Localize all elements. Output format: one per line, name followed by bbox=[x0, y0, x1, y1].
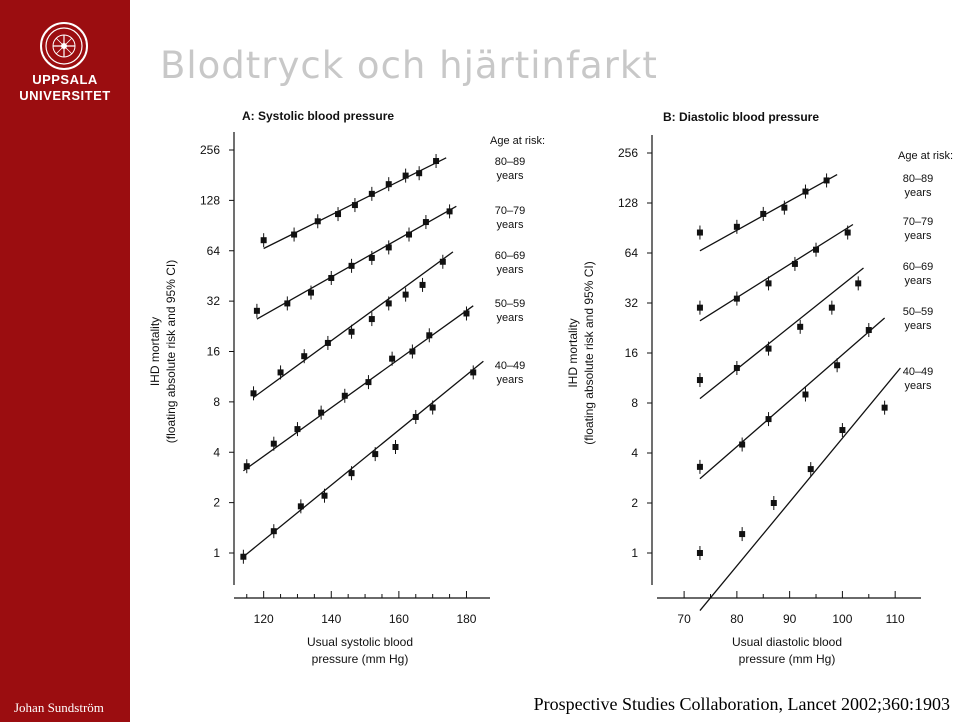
panel-b-data-point bbox=[697, 305, 703, 311]
panel-a-data-point bbox=[369, 255, 375, 261]
panel-a-x-tick-label: 180 bbox=[456, 612, 477, 626]
panel-b-legend-title: Age at risk: bbox=[898, 150, 954, 162]
panel-b-legend-age-range: 50–59 bbox=[902, 306, 934, 318]
panel-b-data-point bbox=[771, 500, 777, 506]
panel-b-y-tick-label: 128 bbox=[617, 196, 638, 210]
panel-a-data-point bbox=[372, 451, 378, 457]
panel-a-y-axis-label: IHD mortality bbox=[148, 316, 162, 387]
panel-b-fit-line bbox=[700, 318, 885, 479]
panel-b-data-point bbox=[829, 305, 835, 311]
panel-b-data-point bbox=[766, 346, 772, 352]
panel-a-data-point bbox=[318, 410, 324, 416]
panel-a-legend-years-label: years bbox=[496, 170, 524, 182]
panel-a-legend-years-label: years bbox=[496, 374, 524, 386]
panel-b-data-point bbox=[781, 205, 787, 211]
panel-a-data-point bbox=[294, 426, 300, 432]
panel-a-data-point bbox=[420, 282, 426, 288]
panel-a-y-tick-label: 4 bbox=[213, 445, 220, 460]
panel-b-y-tick-label: 1 bbox=[631, 546, 638, 560]
panel-b-data-point bbox=[734, 296, 740, 302]
panel-b-legend-years-label: years bbox=[904, 380, 932, 392]
panel-a-data-point bbox=[447, 208, 453, 214]
panel-b-y-tick-label: 8 bbox=[631, 396, 638, 410]
panel-b-data-point bbox=[808, 466, 814, 472]
panel-b-x-tick-label: 90 bbox=[782, 612, 797, 626]
panel-a-y-tick-label: 8 bbox=[213, 394, 220, 409]
panel-a-data-point bbox=[386, 300, 392, 306]
panel-b-data-point bbox=[824, 177, 830, 183]
panel-b-data-point bbox=[734, 365, 740, 371]
panel-b-data-point bbox=[760, 211, 766, 217]
panel-b-x-axis-label: pressure (mm Hg) bbox=[738, 652, 836, 666]
panel-b-data-point bbox=[845, 230, 851, 236]
panel-b-data-point bbox=[697, 464, 703, 470]
panel-b-data-point bbox=[855, 280, 861, 286]
panel-b-y-axis-label: (floating absolute risk and 95% CI) bbox=[582, 261, 596, 445]
panel-b-data-point bbox=[813, 247, 819, 253]
panel-a-title: A: Systolic blood pressure bbox=[242, 109, 395, 123]
panel-a-data-point bbox=[240, 554, 246, 560]
panel-a-y-axis-label: (floating absolute risk and 95% CI) bbox=[164, 259, 178, 444]
panel-b-fit-line bbox=[700, 368, 901, 611]
panel-a-data-point bbox=[342, 393, 348, 399]
panel-a-data-point bbox=[392, 444, 398, 450]
panel-a-data-point bbox=[365, 379, 371, 385]
panel-a-legend-age-range: 70–79 bbox=[494, 205, 526, 217]
panel-a-fit-line bbox=[243, 361, 483, 557]
panel-a-data-point bbox=[284, 300, 290, 306]
university-name-line2: UNIVERSITET bbox=[19, 88, 111, 103]
panel-b-data-point bbox=[734, 224, 740, 230]
panel-a-data-point bbox=[254, 308, 260, 314]
panel-b-x-axis-label: Usual diastolic blood bbox=[731, 635, 843, 649]
panel-a-data-point bbox=[433, 158, 439, 164]
panel-b-legend-years-label: years bbox=[904, 320, 932, 332]
panel-a-legend-age-range: 80–89 bbox=[494, 156, 526, 168]
panel-a-data-point bbox=[328, 275, 334, 281]
figure bbox=[130, 95, 960, 685]
citation: Prospective Studies Collaboration, Lancet 2002;360:1903 bbox=[533, 694, 950, 714]
panel-a-data-point bbox=[430, 405, 436, 411]
panel-b-legend-age-range: 40–49 bbox=[902, 366, 934, 378]
author-name: Johan Sundström bbox=[14, 700, 104, 715]
panel-a-data-point bbox=[470, 369, 476, 375]
panel-b-y-tick-label: 32 bbox=[624, 296, 638, 310]
panel-a-data-point bbox=[335, 211, 341, 217]
panel-a-y-tick-label: 1 bbox=[213, 546, 220, 560]
panel-a-y-tick-label: 128 bbox=[199, 193, 220, 208]
panel-b-y-tick-label: 256 bbox=[617, 146, 638, 160]
panel-b-y-axis-label: IHD mortality bbox=[566, 318, 580, 388]
panel-a-data-point bbox=[322, 493, 328, 499]
panel-b-y-tick-label: 4 bbox=[631, 446, 638, 460]
panel-a-data-point bbox=[325, 340, 331, 346]
panel-a-data-point bbox=[349, 263, 355, 269]
panel-a-data-point bbox=[315, 218, 321, 224]
panel-b-data-point bbox=[739, 531, 745, 537]
panel-a-fit-line bbox=[254, 252, 453, 398]
panel-a-x-tick-label: 140 bbox=[321, 612, 342, 626]
panel-a-data-point bbox=[403, 173, 409, 179]
panel-a-data-point bbox=[406, 232, 412, 238]
panel-b-legend-years-label: years bbox=[904, 187, 932, 199]
panel-b-data-point bbox=[697, 550, 703, 556]
panel-a-data-point bbox=[261, 237, 267, 243]
panel-b-data-point bbox=[802, 189, 808, 195]
panel-a-y-tick-label: 256 bbox=[199, 143, 220, 157]
panel-b-legend-years-label: years bbox=[904, 230, 932, 242]
panel-b-data-point bbox=[834, 362, 840, 368]
university-seal-icon bbox=[40, 22, 88, 70]
panel-b-data-point bbox=[766, 416, 772, 422]
panel-a-data-point bbox=[301, 353, 307, 359]
panel-a-data-point bbox=[291, 232, 297, 238]
panel-b-data-point bbox=[882, 405, 888, 411]
panel-a-data-point bbox=[308, 290, 314, 296]
panel-b-x-tick-label: 110 bbox=[885, 612, 905, 626]
panel-a-y-tick-label: 32 bbox=[206, 294, 220, 309]
panel-a-x-tick-label: 160 bbox=[388, 612, 409, 626]
panel-b-x-tick-label: 80 bbox=[730, 612, 744, 626]
panel-b-data-point bbox=[866, 327, 872, 333]
slide-title: Blodtryck och hjärtinfarkt bbox=[160, 44, 658, 87]
panel-b-data-point bbox=[797, 324, 803, 330]
panel-b-x-tick-label: 70 bbox=[677, 612, 691, 626]
panel-a-data-point bbox=[416, 170, 422, 176]
panel-b-data-point bbox=[766, 280, 772, 286]
panel-a-data-point bbox=[271, 528, 277, 534]
panel-a-x-axis-label: pressure (mm Hg) bbox=[311, 652, 409, 666]
panel-b-title: B: Diastolic blood pressure bbox=[663, 110, 820, 124]
panel-a-data-point bbox=[463, 310, 469, 316]
panel-a-data-point bbox=[426, 332, 432, 338]
panel-b-data-point bbox=[697, 230, 703, 236]
panel-b-diastolic bbox=[566, 110, 953, 666]
panel-b-data-point bbox=[802, 392, 808, 398]
panel-a-legend-years-label: years bbox=[496, 219, 524, 231]
panel-a-legend-age-range: 50–59 bbox=[494, 298, 526, 310]
panel-a-data-point bbox=[352, 202, 358, 208]
panel-a-legend-years-label: years bbox=[496, 312, 524, 324]
panel-b-data-point bbox=[739, 442, 745, 448]
panel-a-data-point bbox=[413, 414, 419, 420]
panel-a-data-point bbox=[440, 259, 446, 265]
sidebar bbox=[0, 0, 130, 722]
panel-a-data-point bbox=[369, 191, 375, 197]
panel-b-data-point bbox=[792, 261, 798, 267]
panel-a-data-point bbox=[423, 219, 429, 225]
panel-a-data-point bbox=[409, 349, 415, 355]
panel-a-fit-line bbox=[243, 306, 473, 471]
panel-a-data-point bbox=[389, 356, 395, 362]
panel-a-data-point bbox=[349, 329, 355, 335]
panel-a-legend-age-range: 40–49 bbox=[494, 360, 526, 372]
panel-a-data-point bbox=[251, 390, 257, 396]
panel-b-x-tick-label: 100 bbox=[832, 612, 853, 626]
panel-b-y-tick-label: 64 bbox=[624, 246, 638, 260]
panel-b-legend-age-range: 80–89 bbox=[902, 173, 934, 185]
panel-a-data-point bbox=[386, 181, 392, 187]
panel-a-data-point bbox=[271, 441, 277, 447]
panel-a-legend-age-range: 60–69 bbox=[494, 250, 526, 262]
panel-b-data-point bbox=[839, 427, 845, 433]
panel-a-data-point bbox=[386, 244, 392, 250]
panel-a-y-tick-label: 16 bbox=[206, 344, 220, 359]
panel-a-y-tick-label: 2 bbox=[213, 495, 220, 510]
panel-a-legend-title: Age at risk: bbox=[490, 135, 546, 147]
panel-a-data-point bbox=[278, 369, 284, 375]
panel-a-legend-years-label: years bbox=[496, 264, 524, 276]
panel-b-y-tick-label: 16 bbox=[624, 346, 638, 360]
panel-b-fit-line bbox=[700, 175, 837, 251]
panel-a-data-point bbox=[349, 470, 355, 476]
panel-a-y-tick-label: 64 bbox=[206, 243, 220, 258]
panel-a-data-point bbox=[369, 316, 375, 322]
panel-b-data-point bbox=[697, 377, 703, 383]
panel-b-y-tick-label: 2 bbox=[631, 496, 638, 510]
panel-a-data-point bbox=[244, 463, 250, 469]
panel-a-x-tick-label: 120 bbox=[253, 612, 274, 626]
panel-b-legend-years-label: years bbox=[904, 275, 932, 287]
panel-b-legend-age-range: 60–69 bbox=[902, 261, 934, 273]
panel-b-legend-age-range: 70–79 bbox=[902, 216, 934, 228]
panel-a-data-point bbox=[298, 503, 304, 509]
panel-b-fit-line bbox=[700, 268, 864, 399]
panel-a-data-point bbox=[403, 292, 409, 298]
panel-a-systolic bbox=[148, 109, 545, 666]
university-name-line1: UPPSALA bbox=[32, 72, 98, 87]
panel-a-x-axis-label: Usual systolic blood bbox=[306, 635, 414, 649]
